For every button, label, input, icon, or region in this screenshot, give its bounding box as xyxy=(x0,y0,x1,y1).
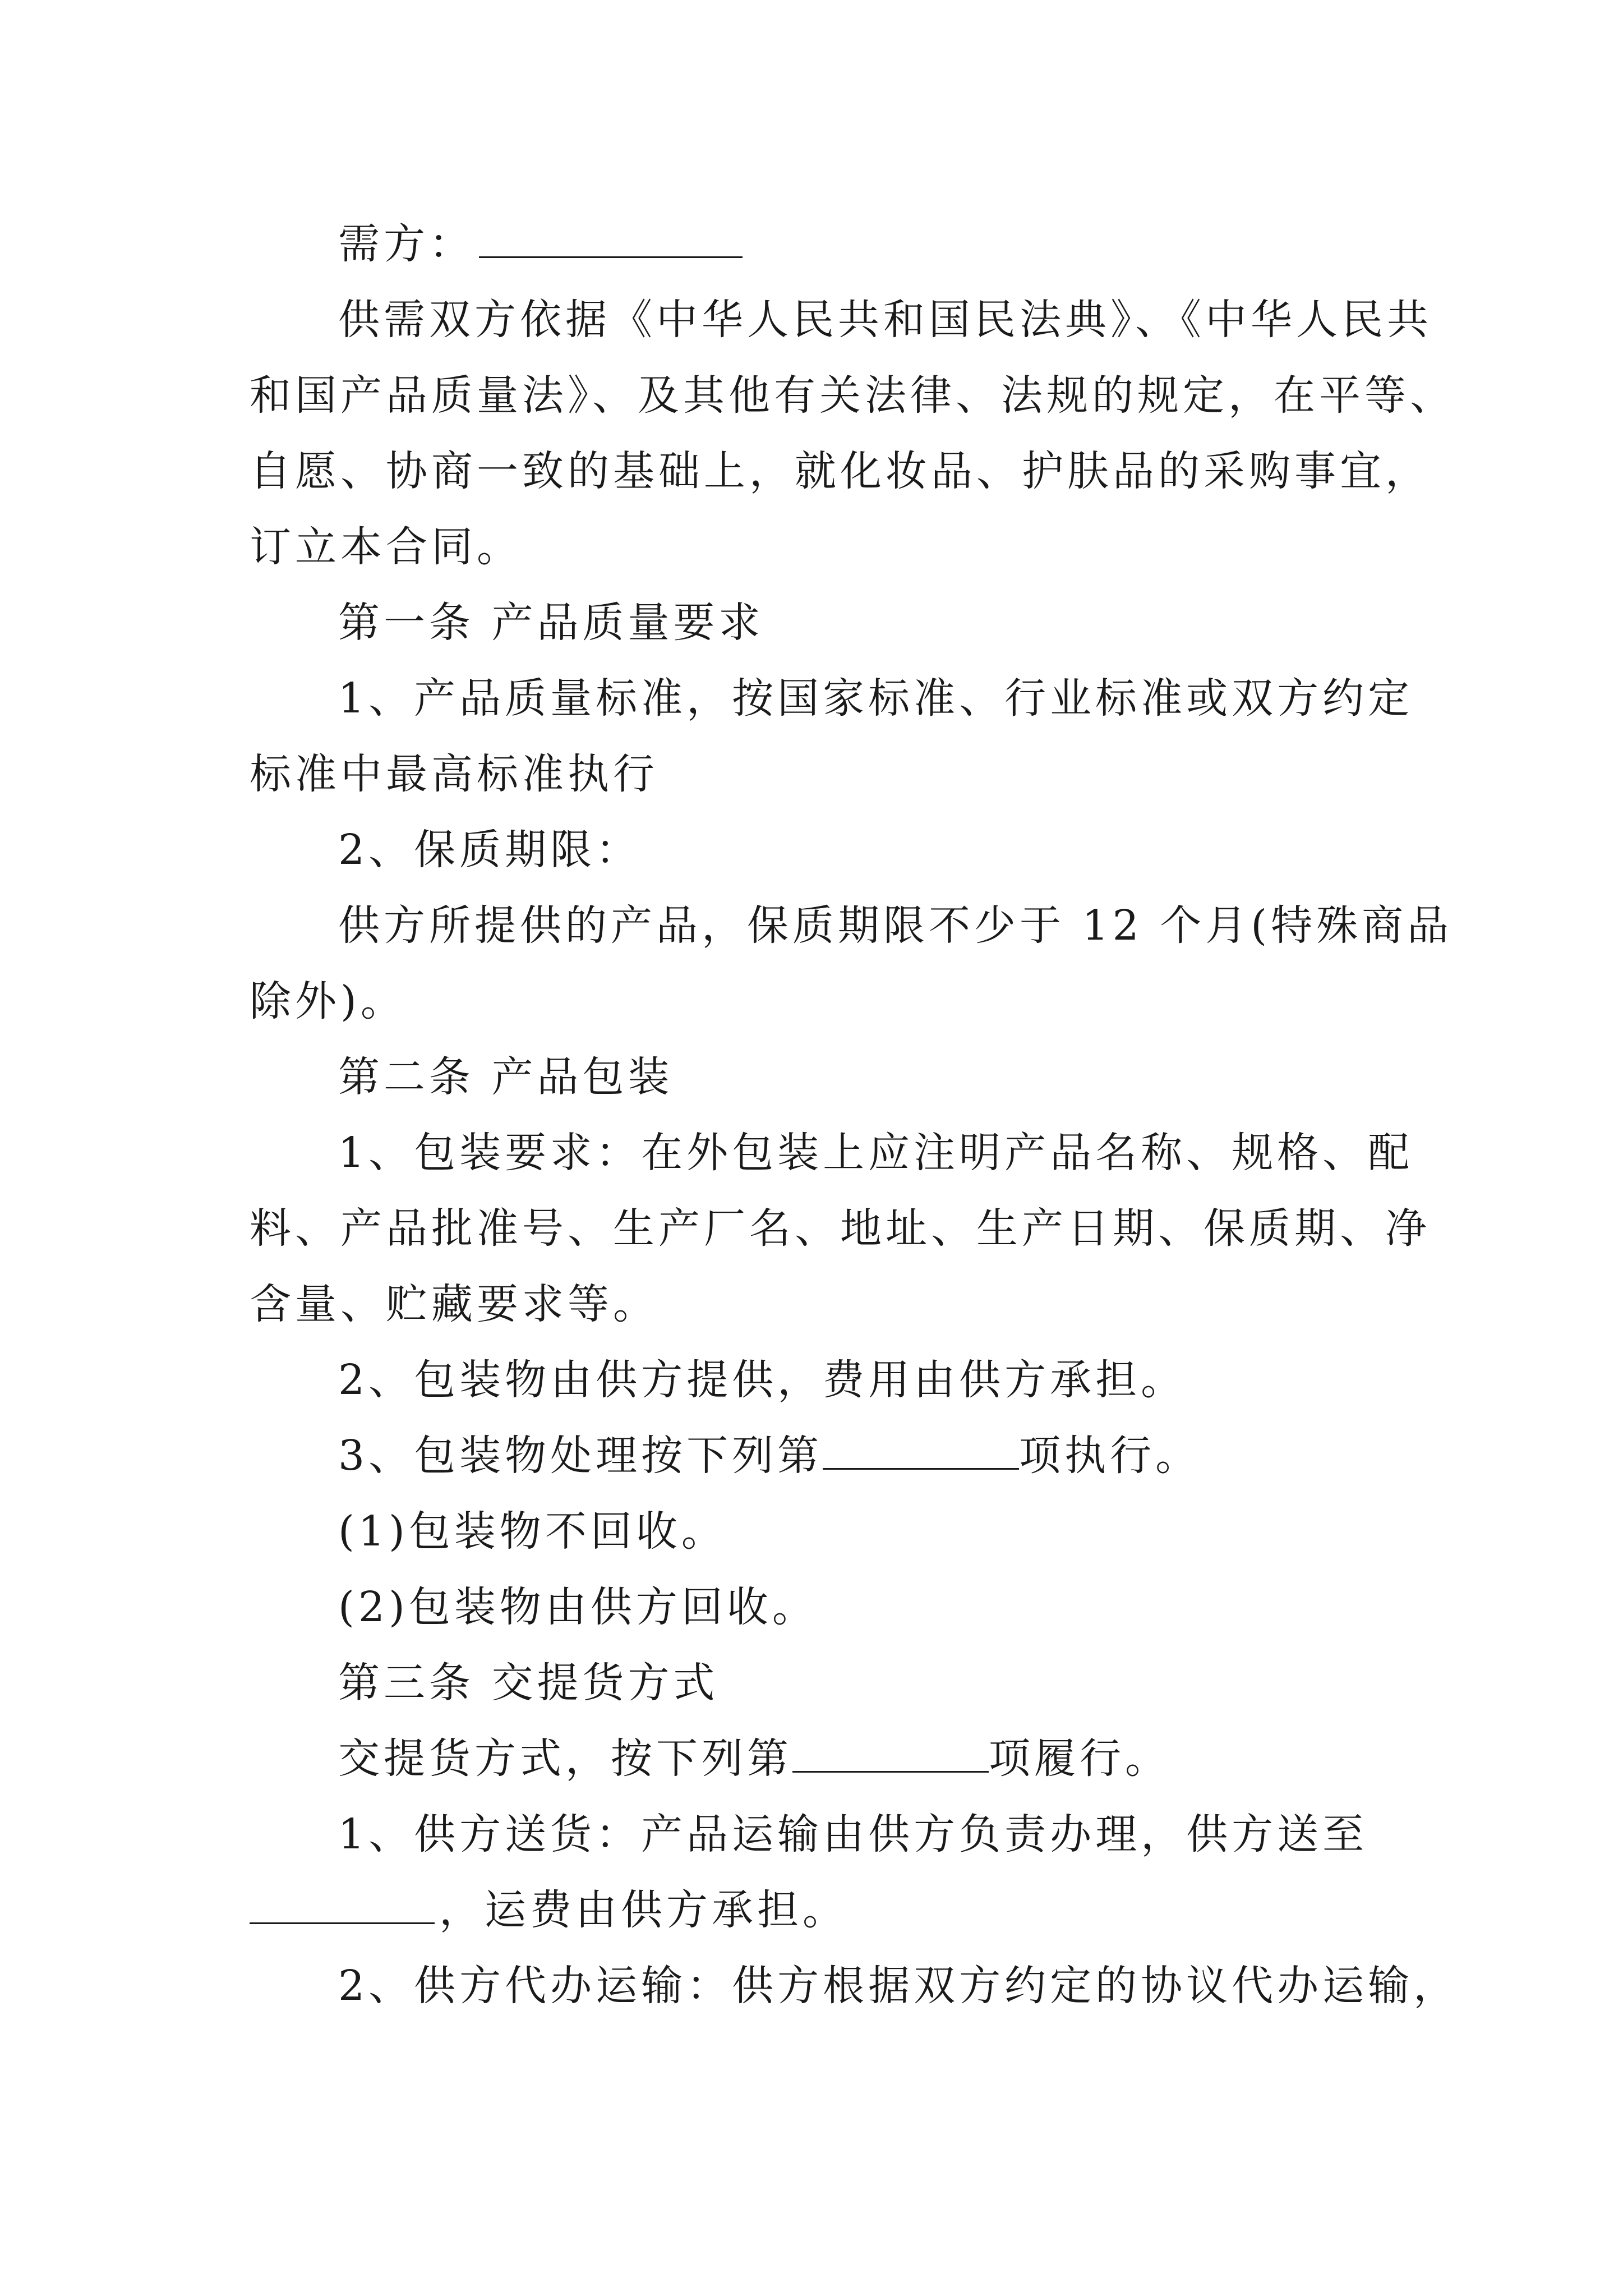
supplier-delivery-line-1: 1、供方送货：产品运输由供方负责办理，供方送至 xyxy=(338,1810,1368,1858)
intro-line-2: 和国产品质量法》、及其他有关法律、法规的规定，在平等、 xyxy=(250,371,1455,420)
shelf-life-line-1: 供方所提供的产品，保质期限不少于 12 个月(特殊商品 xyxy=(338,901,1453,950)
packaging-option-blank[interactable] xyxy=(823,1428,1019,1470)
packaging-req-line-2: 料、产品批准号、生产厂名、地址、生产日期、保质期、净 xyxy=(250,1204,1431,1253)
intro-line-3: 自愿、协商一致的基础上，就化妆品、护肤品的采购事宜， xyxy=(250,447,1431,495)
supplier-delivery-line-2: ，运费由供方承担。 xyxy=(250,1882,1405,1938)
packaging-req-line-3: 含量、贮藏要求等。 xyxy=(250,1280,658,1328)
packaging-handling-line: 3、包装物处理按下列第 项执行。 xyxy=(338,1428,1493,1484)
buyer-name-blank[interactable] xyxy=(479,216,743,258)
article-1-item-1-line-2: 标准中最高标准执行 xyxy=(250,750,658,798)
agent-transport-line: 2、供方代办运输：供方根据双方约定的协议代办运输， xyxy=(338,1962,1459,2010)
article-1-item-1-line-1: 1、产品质量标准，按国家标准、行业标准或双方约定 xyxy=(338,674,1414,723)
article-2-heading: 第二条 产品包装 xyxy=(338,1053,674,1101)
shelf-life-line-2: 除外)。 xyxy=(250,977,406,1025)
delivery-option-blank[interactable] xyxy=(792,1731,989,1773)
article-1-item-2: 2、保质期限： xyxy=(338,826,642,874)
intro-line-1: 供需双方依据《中华人民共和国民法典》、《中华人民共 xyxy=(338,296,1432,344)
packaging-option-2: (2)包装物由供方回收。 xyxy=(338,1583,818,1631)
delivery-method-line: 交提货方式，按下列第 项履行。 xyxy=(338,1731,1493,1787)
packaging-option-1: (1)包装物不回收。 xyxy=(338,1507,727,1556)
article-3-heading: 第三条 交提货方式 xyxy=(338,1659,719,1707)
article-1-heading: 第一条 产品质量要求 xyxy=(338,599,764,647)
delivery-destination-blank[interactable] xyxy=(250,1882,435,1924)
packaging-supply-line: 2、包装物由供方提供，费用由供方承担。 xyxy=(338,1356,1187,1404)
intro-line-4: 订立本合同。 xyxy=(250,523,522,571)
buyer-line: 需方： xyxy=(338,216,1493,272)
packaging-req-line-1: 1、包装要求：在外包装上应注明产品名称、规格、配 xyxy=(338,1129,1414,1177)
